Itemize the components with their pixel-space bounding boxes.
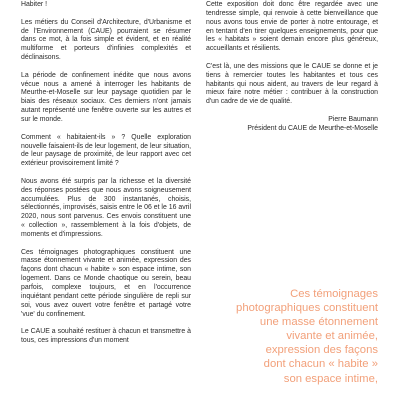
paragraph: C'est là, une des missions que le CAUE se donne et je tiens à remercier toutes les habitantes et tous ces habitants qui nous aident, au travers de leur regard à mieux faire notre métier : contribuer à la construction d'un cadre de vie de qualité. <box>206 62 378 106</box>
pull-quote-line: expression des façons <box>265 344 378 357</box>
pull-quote-line: photographiques constituent <box>236 302 378 315</box>
pull-quote-line: Ces témoignages <box>290 288 378 300</box>
signature-block <box>206 116 378 134</box>
pull-quote-line: vivante et animée, <box>286 330 378 343</box>
pull-quote-line: son espace intime, <box>283 372 378 385</box>
signature-title: Président du CAUE de Meurthe-et-Moselle <box>247 124 378 132</box>
right-column <box>206 1 378 134</box>
left-column <box>21 1 191 355</box>
paragraph: Cette exposition doit donc être regardée avec une tendresse simple, qui renvoie à cette bienveillance que nous avons tous envie de porter à notre entourage, et en tentant d'en tirer quelques enseignements, pour que les « habitats » soient demain encore plus généreux, accueillants et résilients. <box>206 1 378 53</box>
paragraph: Comment « habitaient-ils » ? Quelle exploration nouvelle faisaient-ils de leur logement, de leur situation, de leur paysage de proximité, de leur rapport avec cet extérieur provisoirement limité ? <box>21 133 191 168</box>
paragraph: Nous avons été surpris par la richesse et la diversité des réponses postées que nous avons soigneusement accumulées. Plus de 300 instantanés, choisis, sélectionnés, improvisés, saisis entre le 06 et le 16 avril 2020, nous sont parvenus. Ces envois constituent une « collection », rassemblement à la fois d'objets, de moments et d'impressions. <box>21 177 191 238</box>
pull-quote <box>230 287 378 386</box>
pull-quote-line: dont chacun « habite » <box>263 358 378 371</box>
paragraph: Ces témoignages photographiques constituent une masse étonnement vivante et animée, expression des façons dont chacun « habite » son espace intime, son logement. Dans ce Monde chaotique ou serein, beau parfois, complexe toujours, et en l'occurrence inquiétant pendant cette période singulière de repli sur soi, vous avez ouvert votre fenêtre et partagé votre 'vue' du confinement. <box>21 248 191 318</box>
paragraph: Le CAUE a souhaité restituer à chacun et transmettre à tous, ces impressions d'un moment <box>21 328 191 345</box>
pull-quote-line: une masse étonnement <box>259 316 378 329</box>
signature-name: Pierre Baumann <box>328 115 378 123</box>
heading: Habiter ! <box>21 1 48 8</box>
paragraph: La période de confinement inédite que nous avons vécue nous a amené à interroger les habitants de Meurthe-et-Moselle sur leur paysage quotidien par le biais des réseaux sociaux. Ces derniers n'ont jamais autant représenté une fenêtre ouverte sur les autres et sur le monde. <box>21 71 191 123</box>
paragraph: Les métiers du Conseil d'Architecture, d'Urbanisme et de l'Environnement (CAUE) pourraient se résumer dans ce mot, à la fois simple et évident, et en réalité multiforme et porteurs d'infinies complexités et déclinaisons. <box>21 18 191 62</box>
